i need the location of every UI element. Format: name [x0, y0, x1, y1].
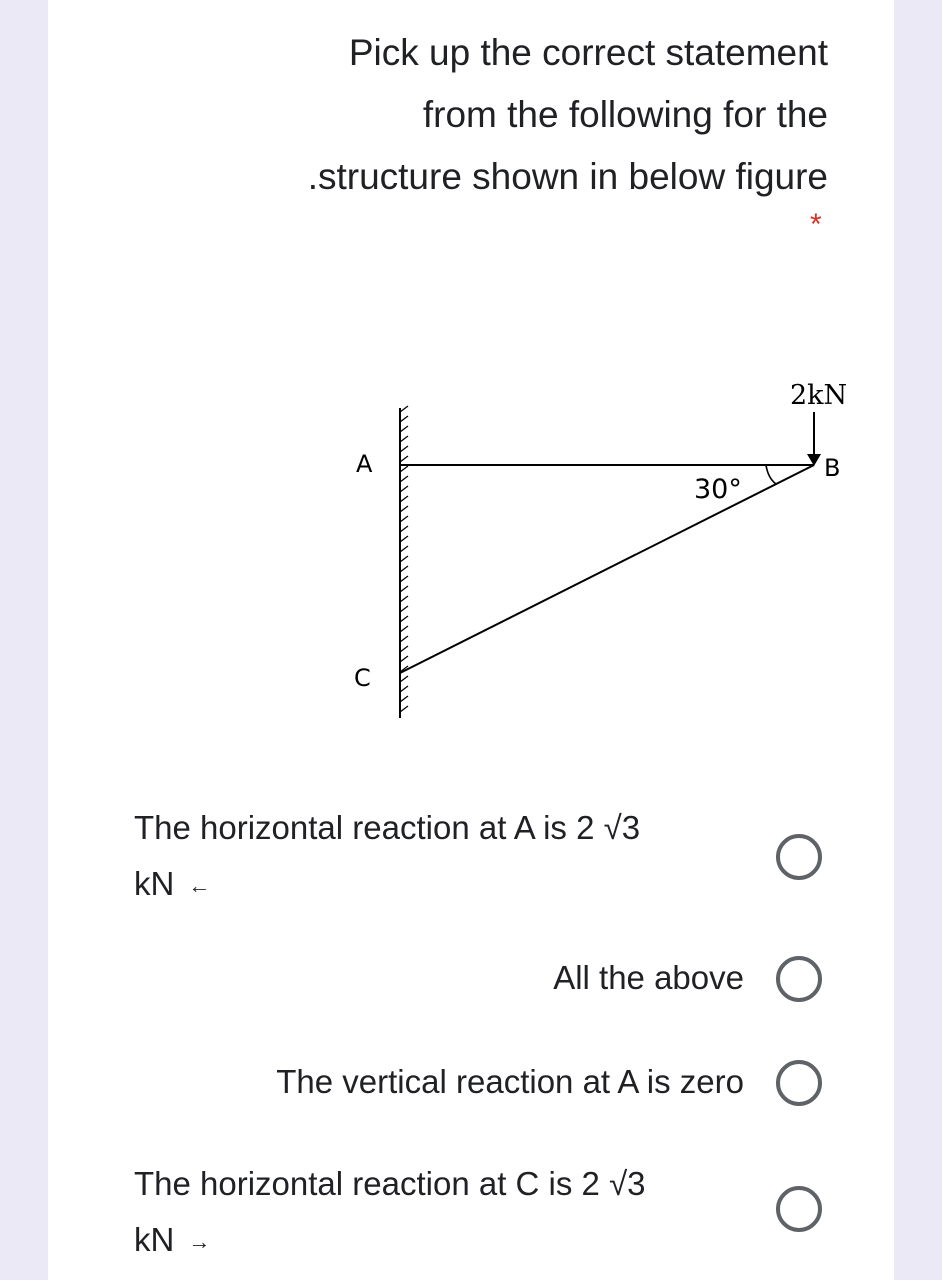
angle-label: 30°	[694, 474, 742, 505]
option-1-line-1: The horizontal reaction at A is 2 √3	[134, 809, 641, 846]
option-4[interactable]	[48, 1156, 894, 1276]
question-title	[128, 22, 828, 208]
option-1-text	[134, 800, 754, 914]
option-3-radio[interactable]	[776, 1060, 822, 1106]
option-3-label: The vertical reaction at A is zero	[276, 1063, 744, 1100]
required-asterisk: *	[810, 208, 822, 241]
option-4-arrow: →	[188, 1229, 211, 1255]
point-a-label: A	[356, 450, 373, 478]
option-1-line-2	[134, 856, 754, 914]
question-line-1: Pick up the correct statement	[348, 32, 828, 73]
point-b-label: B	[824, 454, 841, 482]
question-card	[48, 0, 894, 1280]
point-c-label: C	[354, 664, 371, 692]
member-cb	[400, 465, 814, 673]
wall-hatching	[400, 406, 408, 712]
option-4-line-1: The horizontal reaction at C is 2 √3	[134, 1165, 646, 1202]
option-2-radio[interactable]	[776, 956, 822, 1002]
load-label: 2kN	[790, 380, 848, 411]
option-4-unit: kN	[134, 1221, 175, 1258]
option-1[interactable]	[48, 796, 894, 916]
angle-arc	[766, 465, 776, 484]
structure-figure	[296, 360, 866, 750]
option-4-radio[interactable]	[776, 1186, 822, 1232]
option-4-line-2	[134, 1212, 754, 1270]
question-line-2: from the following for the	[422, 94, 828, 135]
option-2-label: All the above	[553, 959, 744, 996]
option-3[interactable]	[48, 1054, 894, 1114]
option-1-unit: kN	[134, 865, 175, 902]
option-1-arrow: ←	[188, 873, 211, 899]
option-2[interactable]	[48, 950, 894, 1010]
question-line-3: .structure shown in below figure	[307, 156, 828, 197]
option-4-text	[134, 1156, 754, 1270]
option-1-radio[interactable]	[776, 834, 822, 880]
